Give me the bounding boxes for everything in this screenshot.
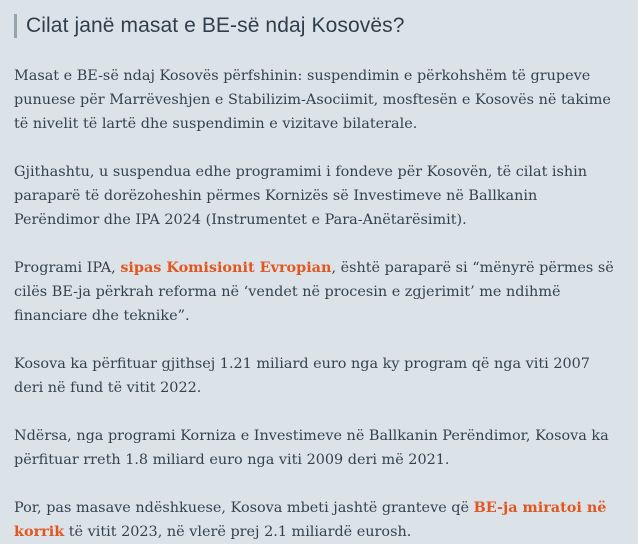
paragraph-excluded-grants <box>14 496 622 544</box>
link-eu-approved-july[interactable]: BE-ja miratoi në korrik <box>14 499 607 540</box>
paragraph-ipa-program <box>14 256 622 328</box>
paragraph-eu-measures: Masat e BE-së ndaj Kosovës përfshinin: suspendimin e përkohshëm të grupeve punuese për Marrëveshjen e Stabilizim-Asociimit, mosftesën e Kosovës në takime të nivelit të lartë dhe suspendimin e vizitave bilaterale. <box>14 68 611 132</box>
paragraph-ipa-text-end: , është paraparë si “mënyrë përmes së cilës BE-ja përkrah reforma në ‘vendet në procesin e zgjerimit’ me ndihmë financiare dhe teknike”. <box>14 260 614 324</box>
paragraph-funds-suspended: Gjithashtu, u suspendua edhe programimi i fondeve për Kosovën, të cilat ishin paraparë të dorëzoheshin përmes Kornizës së Investimeve në Ballkanin Perëndimor dhe IPA 2024 (Instrumentet e Para-Anëtarësimit). <box>14 164 588 228</box>
paragraph-grants-text-start: Por, pas masave ndëshkuese, Kosova mbeti jashtë granteve që <box>14 500 474 516</box>
heading-accent-bar <box>14 14 17 38</box>
paragraph-wbif-benefit: Ndërsa, nga programi Korniza e Investimeve në Ballkanin Perëndimor, Kosova ka përfituar rreth 1.8 miliard euro nga viti 2009 deri më 2021. <box>14 428 609 468</box>
section-heading <box>14 8 622 44</box>
paragraph-ipa-benefit: Kosova ka përfituar gjithsej 1.21 miliard euro nga ky program që nga viti 2007 deri në fund të vitit 2022. <box>14 356 590 396</box>
paragraph-ipa-text-start: Programi IPA, <box>14 260 121 276</box>
link-european-commission[interactable]: sipas Komisionit Evropian <box>120 259 332 276</box>
heading-text: Cilat janë masat e BE-së ndaj Kosovës? <box>26 14 405 37</box>
paragraph-grants-text-end: të vitit 2023, në vlerë prej 2.1 miliardë eurosh. <box>64 524 412 540</box>
